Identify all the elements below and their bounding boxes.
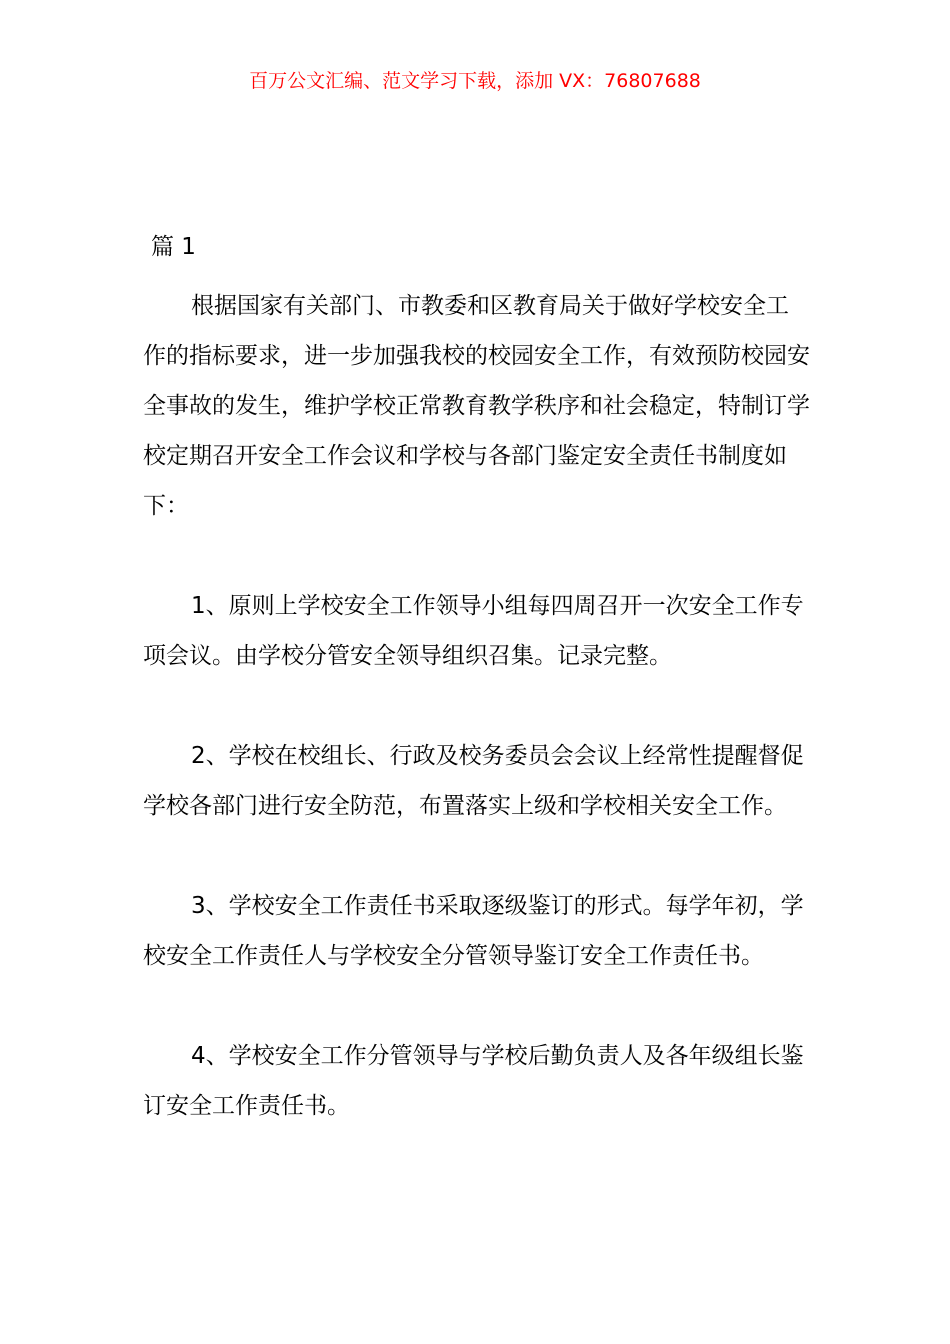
list-item: 4、学校安全工作分管领导与学校后勤负责人及各年级组长鉴订安全工作责任书。 <box>143 1043 804 1119</box>
list-item: 2、学校在校组长、行政及校务委员会会议上经常性提醒督促学校各部门进行安全防范，布置落实上级和学校相关安全工作。 <box>143 743 804 819</box>
list-item: 1、原则上学校安全工作领导小组每四周召开一次安全工作专项会议。由学校分管安全领导组织召集。记录完整。 <box>143 593 804 669</box>
list-item: 3、学校安全工作责任书采取逐级鉴订的形式。每学年初，学校安全工作责任人与学校安全分管领导鉴订安全工作责任书。 <box>143 893 804 969</box>
section-title: 篇 1 <box>151 234 196 260</box>
header-watermark: 百万公文汇编、范文学习下载，添加 VX：76807688 <box>249 70 701 92</box>
intro-paragraph: 根据国家有关部门、市教委和区教育局关于做好学校安全工作的指标要求，进一步加强我校的校园安全工作，有效预防校园安全事故的发生，维护学校正常教育教学秩序和社会稳定，特制订学校定期召开安全工作会议和学校与各部门鉴定安全责任书制度如下： <box>143 293 810 519</box>
document-body <box>143 227 811 1131</box>
